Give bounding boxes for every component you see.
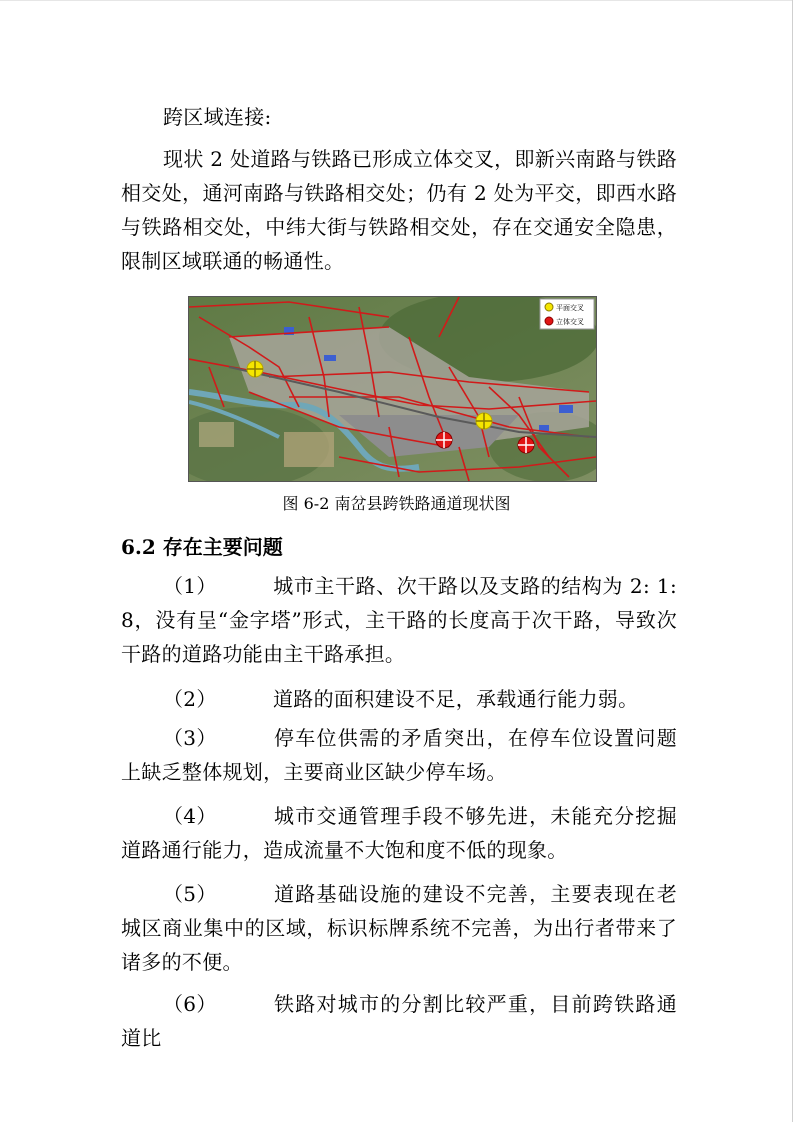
legend-label-grade-separated: 立体交叉 <box>556 318 584 326</box>
page-top-edge <box>0 0 793 1</box>
subheading-cross-region: 跨区域连接: <box>163 105 272 129</box>
map-graphic <box>189 297 596 481</box>
map-legend <box>540 299 594 329</box>
issue-text: 城市主干路、次干路以及支路的结构为 2: 1: 8，没有呈“金字塔”形式，主干路的长度高于次干路，导致次干路的道路功能由主干路承担。 <box>121 574 677 666</box>
legend-label-flat: 平面交叉 <box>556 304 584 312</box>
issue-text: 铁路对城市的分割比较严重，目前跨铁路通道比 <box>121 992 677 1050</box>
issue-text: 停车位供需的矛盾突出，在停车位设置问题上缺乏整体规划，主要商业区缺少停车场。 <box>121 726 677 784</box>
issue-number: （5） <box>163 882 217 906</box>
issue-number: （2） <box>163 687 217 711</box>
intro-paragraph: 现状 2 处道路与铁路已形成立体交叉，即新兴南路与铁路相交处，通河南路与铁路相交处；仍有 2 处为平交，即西水路与铁路相交处，中纬大街与铁路相交处，存在交通安全隐患，限制区域联通的畅通性。 <box>121 147 677 273</box>
issue-number: （3） <box>163 726 217 750</box>
issue-item-6 <box>121 987 677 1055</box>
issue-item-4 <box>121 799 677 867</box>
issue-number: （4） <box>163 804 217 828</box>
figure-caption: 图 6-2 南岔县跨铁路通道现状图 <box>282 494 511 513</box>
issue-text: 道路的面积建设不足，承载通行能力弱。 <box>273 687 639 711</box>
issue-item-5 <box>121 877 677 979</box>
issue-text: 道路基础设施的建设不完善，主要表现在老城区商业集中的区域，标识标牌系统不完善，为出行者带来了诸多的不便。 <box>121 882 677 974</box>
issue-number: （6） <box>163 992 217 1016</box>
section-heading: 6.2 存在主要问题 <box>121 535 283 559</box>
issue-number: （1） <box>163 574 217 598</box>
issue-text: 城市交通管理手段不够先进，未能充分挖掘道路通行能力，造成流量不大饱和度不低的现象。 <box>121 804 677 862</box>
issue-item-2 <box>121 682 677 716</box>
issue-item-3 <box>121 721 677 789</box>
railway-crossing-map <box>188 296 597 482</box>
issue-item-1 <box>121 569 677 671</box>
